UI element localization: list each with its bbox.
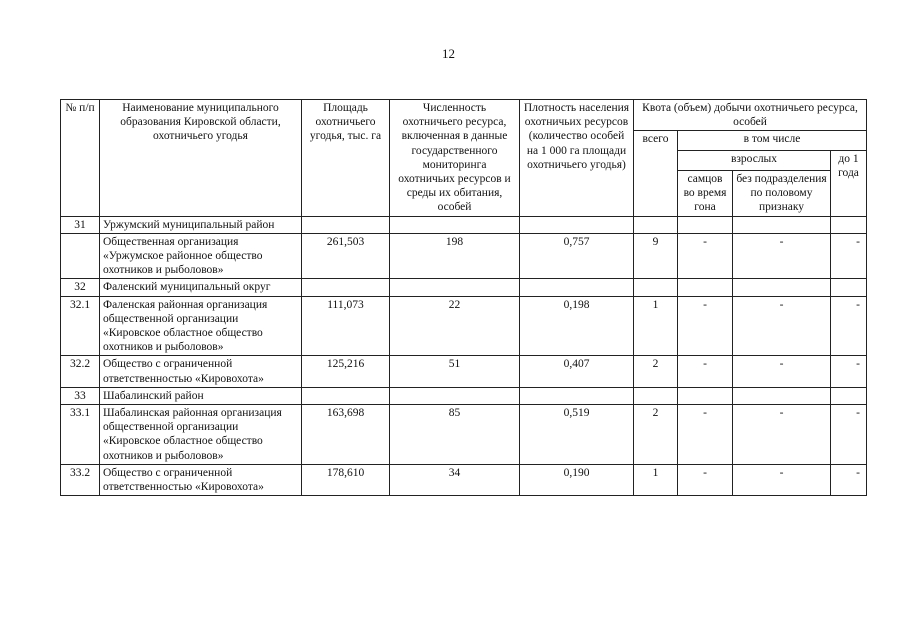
row-name: Шабалинский район [100, 387, 302, 404]
row-number: 33 [61, 387, 100, 404]
empty-cell [678, 387, 733, 404]
table-row [61, 296, 867, 356]
empty-cell [520, 387, 634, 404]
empty-cell [390, 216, 520, 233]
table-row [61, 405, 867, 465]
row-name: Фаленская районная организация общественной организации «Кировское областное общество охотников и рыболовов» [100, 296, 302, 356]
header-males: самцов во время гона [678, 171, 733, 217]
row-males: - [678, 405, 733, 465]
row-number: 32 [61, 279, 100, 296]
row-name: Общественная организация «Уржумское районное общество охотников и рыболовов» [100, 233, 302, 279]
header-area: Площадь охотничьего угодья, тыс. га [302, 100, 390, 217]
header-density: Плотность населения охотничьих ресурсов (количество особей на 1 000 га площади охотничьего угодья) [520, 100, 634, 217]
empty-cell [390, 387, 520, 404]
table-row [61, 356, 867, 387]
row-nosex: - [733, 296, 831, 356]
row-number: 31 [61, 216, 100, 233]
header-total: всего [634, 131, 678, 216]
empty-cell [733, 279, 831, 296]
row-density: 0,407 [520, 356, 634, 387]
empty-cell [733, 387, 831, 404]
row-nosex: - [733, 356, 831, 387]
quota-table [60, 99, 867, 496]
row-area: 125,216 [302, 356, 390, 387]
row-total: 2 [634, 405, 678, 465]
empty-cell [678, 216, 733, 233]
row-under1: - [831, 233, 867, 279]
empty-cell [634, 279, 678, 296]
row-area: 163,698 [302, 405, 390, 465]
district-row [61, 216, 867, 233]
row-density: 0,198 [520, 296, 634, 356]
row-density: 0,519 [520, 405, 634, 465]
row-number [61, 233, 100, 279]
district-row [61, 279, 867, 296]
row-males: - [678, 356, 733, 387]
table-row [61, 233, 867, 279]
row-males: - [678, 233, 733, 279]
empty-cell [634, 387, 678, 404]
row-name: Общество с ограниченной ответственностью «Кировохота» [100, 356, 302, 387]
empty-cell [520, 279, 634, 296]
row-nosex: - [733, 464, 831, 495]
row-number: 32.2 [61, 356, 100, 387]
row-density: 0,190 [520, 464, 634, 495]
row-total: 2 [634, 356, 678, 387]
header-adults: взрослых [678, 151, 831, 171]
row-males: - [678, 296, 733, 356]
header-row-1 [61, 100, 867, 131]
row-name: Фаленский муниципальный округ [100, 279, 302, 296]
row-nosex: - [733, 233, 831, 279]
row-under1: - [831, 296, 867, 356]
header-quota: Квота (объем) добычи охотничьего ресурса, особей [634, 100, 867, 131]
row-name: Шабалинская районная организация общественной организации «Кировское областное общество охотников и рыболовов» [100, 405, 302, 465]
district-row [61, 387, 867, 404]
header-no: № п/п [61, 100, 100, 217]
row-under1: - [831, 464, 867, 495]
row-count: 34 [390, 464, 520, 495]
row-name: Общество с ограниченной ответственностью «Кировохота» [100, 464, 302, 495]
row-under1: - [831, 405, 867, 465]
empty-cell [302, 216, 390, 233]
row-area: 178,610 [302, 464, 390, 495]
row-total: 1 [634, 296, 678, 356]
row-count: 85 [390, 405, 520, 465]
row-count: 198 [390, 233, 520, 279]
row-total: 1 [634, 464, 678, 495]
row-count: 51 [390, 356, 520, 387]
empty-cell [831, 279, 867, 296]
row-name: Уржумский муниципальный район [100, 216, 302, 233]
row-number: 32.1 [61, 296, 100, 356]
table-row [61, 464, 867, 495]
header-name: Наименование муниципального образования Кировской области, охотничьего угодья [100, 100, 302, 217]
empty-cell [302, 387, 390, 404]
empty-cell [302, 279, 390, 296]
row-count: 22 [390, 296, 520, 356]
empty-cell [831, 387, 867, 404]
empty-cell [390, 279, 520, 296]
row-number: 33.2 [61, 464, 100, 495]
empty-cell [831, 216, 867, 233]
header-nosex: без подразделения по половому признаку [733, 171, 831, 217]
row-density: 0,757 [520, 233, 634, 279]
empty-cell [733, 216, 831, 233]
row-males: - [678, 464, 733, 495]
empty-cell [678, 279, 733, 296]
empty-cell [634, 216, 678, 233]
row-total: 9 [634, 233, 678, 279]
page-number: 12 [442, 46, 455, 61]
header-count: Численность охотничьего ресурса, включенная в данные государственного мониторинга охотничьих ресурсов и среды их обитания, особей [390, 100, 520, 217]
header-including: в том числе [678, 131, 867, 151]
row-nosex: - [733, 405, 831, 465]
row-area: 111,073 [302, 296, 390, 356]
row-area: 261,503 [302, 233, 390, 279]
header-under1: до 1 года [831, 151, 867, 216]
row-under1: - [831, 356, 867, 387]
empty-cell [520, 216, 634, 233]
row-number: 33.1 [61, 405, 100, 465]
